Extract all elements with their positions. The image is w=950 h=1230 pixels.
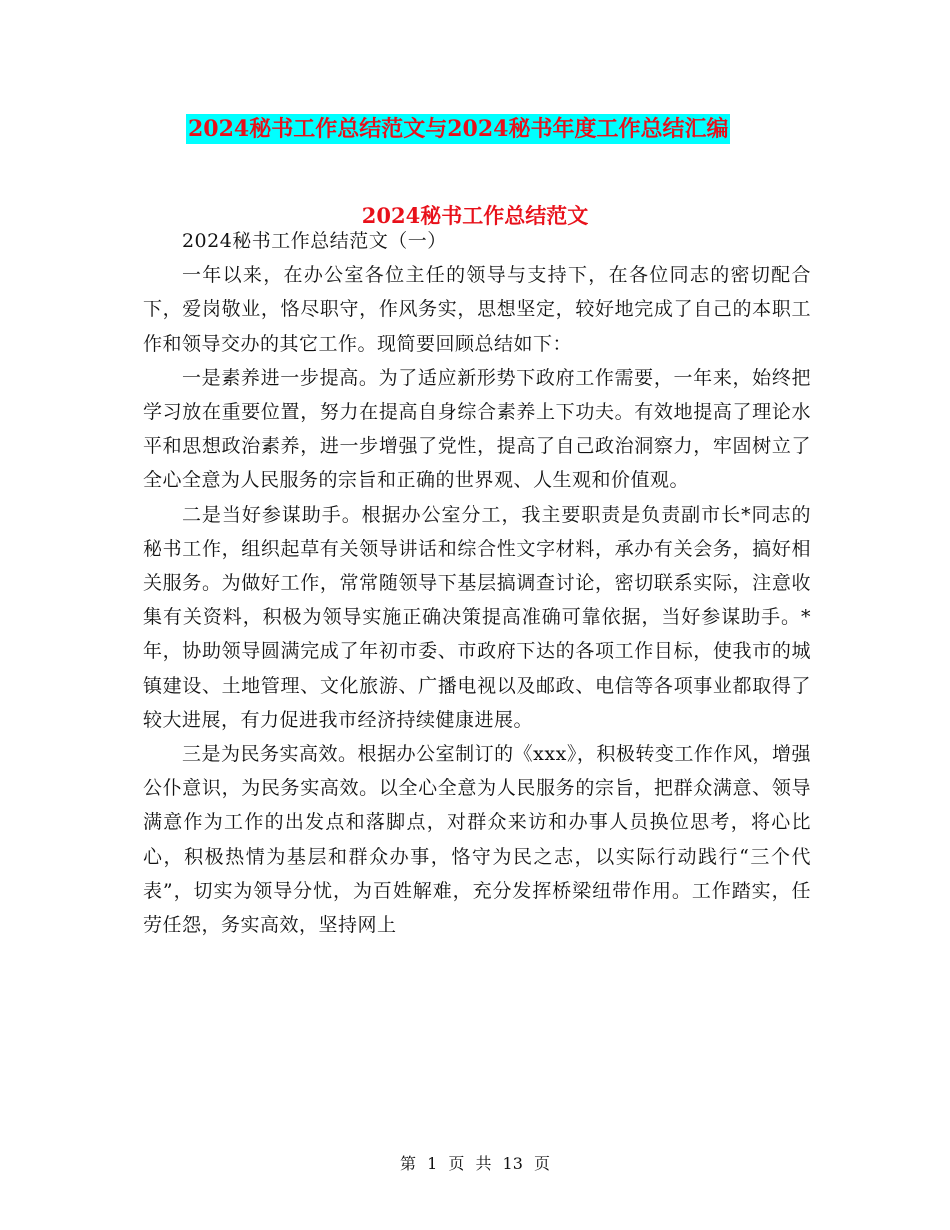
paragraph-intro: 一年以来，在办公室各位主任的领导与支持下，在各位同志的密切配合下，爱岗敬业，恪尽职守，作风务实，思想坚定，较好地完成了自己的本职工作和领导交办的其它工作。现简要回顾总结如下：: [143, 264, 811, 355]
paragraph-point-two: 二是当好参谋助手。根据办公室分工，我主要职责是负责副市长*同志的秘书工作，组织起草有关领导讲话和综合性文字材料，承办有关会务，搞好相关服务。为做好工作，常常随领导下基层搞调查讨论，密切联系实际，注意收集有关资料，积极为领导实施正确决策提高准确可靠依据，当好参谋助手。*年，协助领导圆满完成了年初市委、市政府下达的各项工作目标，使我市的城镇建设、土地管理、文化旅游、广播电视以及邮政、电信等各项事业都取得了较大进展，有力促进我市经济持续健康进展。: [143, 503, 811, 731]
document-main-title: 2024秘书工作总结范文与2024秘书年度工作总结汇编: [188, 116, 729, 142]
paragraph-point-three: 三是为民务实高效。根据办公室制订的《xxx》，积极转变工作作风，增强公仆意识，为民务实高效。以全心全意为人民服务的宗旨，把群众满意、领导满意作为工作的出发点和落脚点，对群众来访和办事人员换位思考，将心比心，积极热情为基层和群众办事，恪守为民之志，以实际行动践行“三个代表”，切实为领导分忧，为百姓解难，充分发挥桥梁纽带作用。工作踏实，任劳任怨，务实高效，坚持网上: [143, 743, 811, 937]
document-sub-title: 2024秘书工作总结范文: [361, 203, 589, 228]
paragraph-point-one: 一是素养进一步提高。为了适应新形势下政府工作需要，一年来，始终把学习放在重要位置，努力在提高自身综合素养上下功夫。有效地提高了理论水平和思想政治素养，进一步增强了党性，提高了自己政治洞察力，牢固树立了全心全意为人民服务的宗旨和正确的世界观、人生观和价值观。: [143, 366, 811, 492]
paragraph-section-heading: 2024秘书工作总结范文（一）: [181, 230, 447, 252]
document-body: [143, 224, 811, 942]
page-footer: 第 1 页 共 13 页: [400, 1154, 550, 1173]
